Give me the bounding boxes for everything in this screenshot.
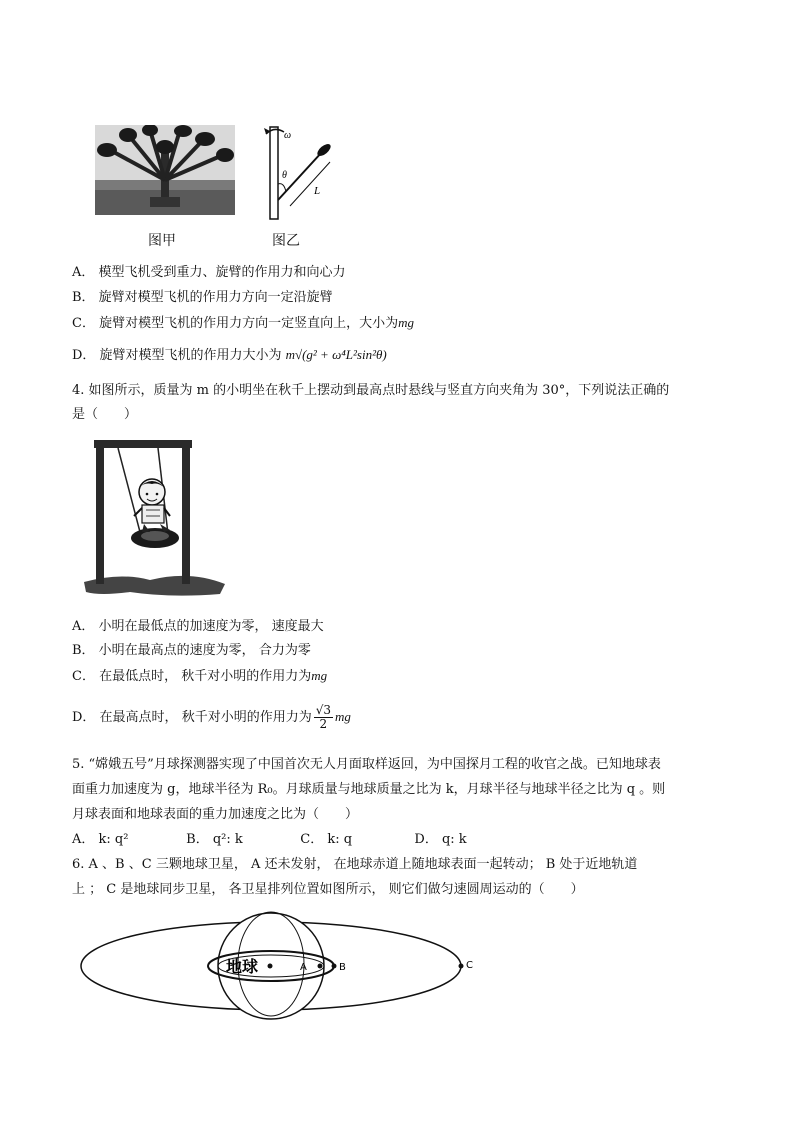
- satellite-b-dot: [332, 964, 337, 969]
- q3-option-d-math: m√(g² + ω⁴L²sin²θ): [285, 347, 387, 362]
- q6-stem-line2: 上 ； C 是地球同步卫星， 各卫星排列位置如图所示， 则它们做匀速圆周运动的（ ）: [72, 882, 584, 897]
- figure-yi-diagram: [260, 122, 340, 222]
- earth-label: 地球: [226, 957, 259, 976]
- q5-option-d: D． q: k: [414, 832, 467, 847]
- q4-option-d: [72, 702, 351, 733]
- q4-option-c: [72, 667, 327, 686]
- q5-stem-line3: 月球表面和地球表面的重力加速度之比为（ ）: [72, 807, 359, 822]
- q3-option-b: B． 旋臂对模型飞机的作用力方向一定沿旋臂: [72, 290, 333, 305]
- q4-option-d-text: D． 在最高点时， 秋千对小明的作用力为: [72, 710, 312, 725]
- q5-option-b: B． q²: k: [186, 832, 243, 847]
- satellite-orbit-diagram: [78, 908, 478, 1020]
- satellite-b-label: B: [339, 962, 346, 973]
- q3-option-c-text: C． 旋臂对模型飞机的作用力方向一定竖直向上，大小为: [72, 316, 399, 331]
- theta-label: θ: [282, 170, 287, 181]
- q4-option-d-denominator: 2: [319, 717, 328, 731]
- q5-stem-line1: 5. “嫦娥五号”月球探测器实现了中国首次无人月面取样返回，为中国探月工程的收官之战。已知地球表: [72, 757, 661, 772]
- q6-stem-line1: 6. A 、B 、C 三颗地球卫星， A 还未发射， 在地球赤道上随地球表面一起转动； B 处于近地轨道: [72, 857, 638, 872]
- ride-photo-illustration: [95, 125, 235, 215]
- q5-option-a: A． k: q²: [72, 832, 129, 847]
- q4-option-b: B． 小明在最高点的速度为零， 合力为零: [72, 643, 311, 658]
- L-label: L: [314, 185, 321, 197]
- satellite-a-dot: [318, 964, 323, 969]
- earth-center-dot: [268, 964, 273, 969]
- q5-options: [72, 831, 467, 849]
- satellite-a-label: A: [300, 962, 307, 973]
- q3-option-c: [72, 314, 414, 333]
- omega-label: ω: [284, 130, 292, 141]
- q4-stem-line2: 是（ ）: [72, 407, 138, 422]
- swing-figure: [80, 432, 230, 600]
- q4-option-c-math: mg: [311, 668, 328, 683]
- q4-option-d-numerator: √3: [315, 703, 331, 717]
- rotating-arm-diagram: [260, 122, 340, 222]
- q4-option-d-math: mg: [334, 709, 351, 724]
- q3-option-a: A． 模型飞机受到重力、旋臂的作用力和向心力: [72, 265, 346, 280]
- figure-jia-photo: [95, 125, 235, 215]
- figure-yi-caption: 图乙: [272, 233, 300, 249]
- q3-option-d: [72, 346, 387, 365]
- orbit-illustration: [78, 908, 478, 1020]
- satellite-c-dot: [459, 964, 464, 969]
- q4-option-d-fraction: [314, 704, 333, 731]
- swing-illustration: [80, 432, 230, 600]
- q4-option-a: A． 小明在最低点的加速度为零， 速度最大: [72, 619, 324, 634]
- q5-stem-line2: 面重力加速度为 g，地球半径为 R₀。月球质量与地球质量之比为 k，月球半径与地球半径之比为 q 。则: [72, 782, 666, 797]
- q5-option-c: C． k: q: [300, 832, 353, 847]
- q3-option-c-math: mg: [398, 315, 414, 330]
- q4-stem-line1: 4. 如图所示，质量为 m 的小明坐在秋千上摆动到最高点时悬线与竖直方向夹角为 30°，下列说法正确的: [72, 383, 670, 398]
- figure-jia-caption: 图甲: [148, 233, 176, 249]
- q4-option-c-text: C． 在最低点时， 秋千对小明的作用力为: [72, 669, 312, 684]
- q3-option-d-text: D． 旋臂对模型飞机的作用力大小为: [72, 348, 282, 363]
- satellite-c-label: C: [466, 960, 473, 971]
